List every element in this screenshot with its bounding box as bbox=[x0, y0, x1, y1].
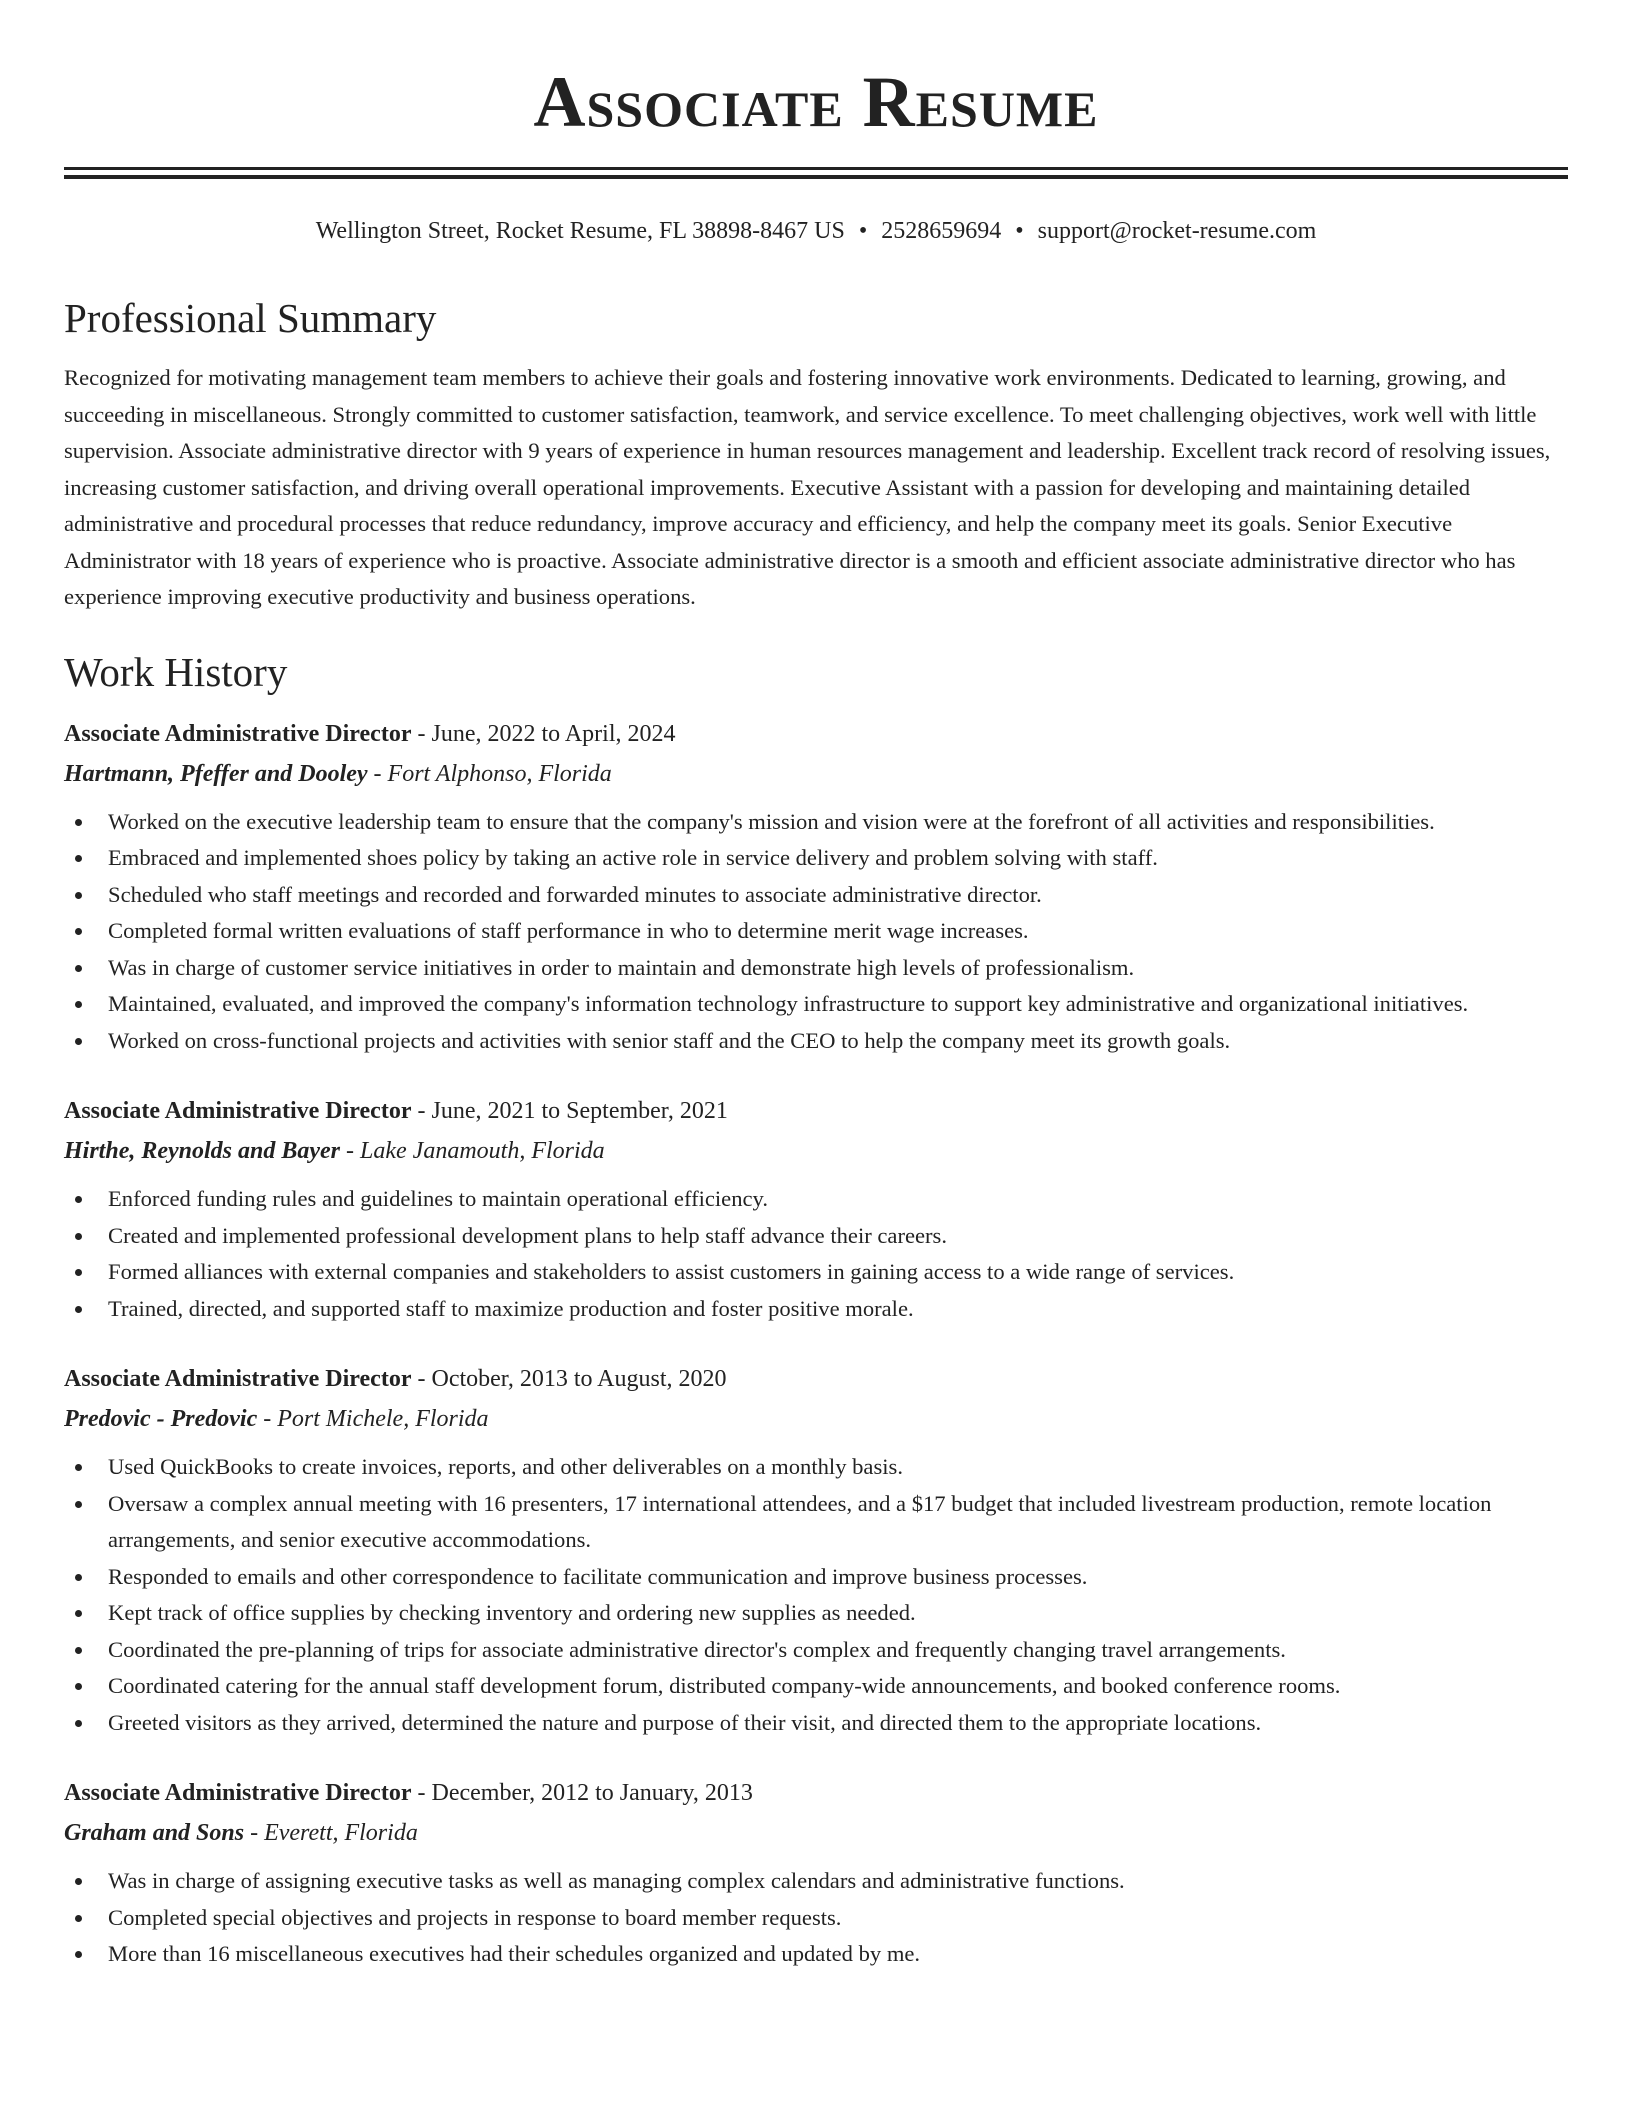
job-bullet: Coordinated the pre-planning of trips for associate administrative director's complex and frequently changing travel arrangements. bbox=[108, 1632, 1568, 1669]
job-header bbox=[64, 1091, 1568, 1131]
job-bullet: Was in charge of assigning executive tasks as well as managing complex calendars and administrative functions. bbox=[108, 1863, 1568, 1900]
job-bullet: Used QuickBooks to create invoices, reports, and other deliverables on a monthly basis. bbox=[108, 1449, 1568, 1486]
job-company: Hartmann, Pfeffer and Dooley bbox=[64, 760, 368, 787]
job-header bbox=[64, 1773, 1568, 1813]
work-history-heading: Work History bbox=[64, 648, 288, 695]
job-bullet: Embraced and implemented shoes policy by taking an active role in service delivery and problem solving with staff. bbox=[108, 840, 1568, 877]
contact-separator: • bbox=[1015, 218, 1024, 244]
job-dates: December, 2012 to January, 2013 bbox=[431, 1780, 753, 1806]
job-bullet: Was in charge of customer service initiatives in order to maintain and demonstrate high levels of professionalism. bbox=[108, 950, 1568, 987]
job-bullet: Formed alliances with external companies and stakeholders to assist customers in gaining access to a wide range of services. bbox=[108, 1254, 1568, 1291]
job-role: Associate Administrative Director bbox=[64, 1098, 412, 1124]
job-location: Fort Alphonso, Florida bbox=[387, 760, 612, 787]
job-bullet: Greeted visitors as they arrived, determined the nature and purpose of their visit, and directed them to the appropriate locations. bbox=[108, 1705, 1568, 1742]
job-company: Graham and Sons bbox=[64, 1820, 245, 1846]
job-entry bbox=[64, 714, 1568, 1060]
job-bullet-list bbox=[64, 1449, 1568, 1741]
job-dates: June, 2022 to April, 2024 bbox=[431, 720, 676, 747]
job-dash: - bbox=[411, 1366, 432, 1392]
job-entry bbox=[64, 1773, 1568, 1973]
job-bullet: Maintained, evaluated, and improved the company's information technology infrastructure to support key administrative and organizational initiatives. bbox=[108, 986, 1568, 1023]
job-bullet: Trained, directed, and supported staff to maximize production and foster positive morale. bbox=[108, 1291, 1568, 1328]
job-location: Lake Janamouth, Florida bbox=[360, 1138, 605, 1164]
job-dash: - bbox=[340, 1138, 361, 1164]
job-company-line bbox=[64, 754, 1568, 794]
job-header bbox=[64, 1359, 1568, 1399]
contact-email: support@rocket-resume.com bbox=[1037, 218, 1317, 244]
title-divider-thick bbox=[64, 167, 1568, 170]
job-location: Port Michele, Florida bbox=[277, 1406, 489, 1432]
job-company-line bbox=[64, 1399, 1568, 1439]
job-dash: - bbox=[244, 1820, 265, 1846]
job-bullet: Created and implemented professional development plans to help staff advance their careers. bbox=[108, 1218, 1568, 1255]
job-dash: - bbox=[411, 1780, 432, 1806]
summary-heading: Professional Summary bbox=[64, 295, 437, 341]
work-history-section bbox=[64, 644, 1568, 1973]
job-bullet-list bbox=[64, 1181, 1568, 1327]
job-dash: - bbox=[411, 720, 432, 747]
contact-line bbox=[64, 213, 1568, 249]
job-bullet: Kept track of office supplies by checking inventory and ordering new supplies as needed. bbox=[108, 1595, 1568, 1632]
job-bullet-list bbox=[64, 804, 1568, 1060]
job-dash: - bbox=[367, 760, 388, 787]
job-bullet-list bbox=[64, 1863, 1568, 1973]
job-bullet: Worked on the executive leadership team to ensure that the company's mission and vision were at the forefront of all activities and responsibilities. bbox=[108, 804, 1568, 841]
job-entry bbox=[64, 1359, 1568, 1741]
job-bullet: Scheduled who staff meetings and recorded and forwarded minutes to associate administrative director. bbox=[108, 877, 1568, 914]
job-bullet: Completed special objectives and projects in response to board member requests. bbox=[108, 1900, 1568, 1937]
job-dash: - bbox=[411, 1098, 432, 1124]
job-role: Associate Administrative Director bbox=[64, 720, 412, 747]
job-dates: October, 2013 to August, 2020 bbox=[431, 1366, 727, 1392]
job-list bbox=[64, 714, 1568, 1973]
job-entry bbox=[64, 1091, 1568, 1327]
summary-text: Recognized for motivating management team members to achieve their goals and fostering innovative work environments. Dedicated to learning, growing, and succeeding in miscellaneous. Strongly committed to customer satisfaction, teamwork, and service excellence. To meet challenging objectives, work well with little supervision. Associate administrative director with 9 years of experience in human resources management and leadership. Excellent track record of resolving issues, increasing customer satisfaction, and driving overall operational improvements. Executive Assistant with a passion for developing and maintaining detailed administrative and procedural processes that reduce redundancy, improve accuracy and efficiency, and help the company meet its goals. Senior Executive Administrator with 18 years of experience who is proactive. Associate administrative director is a smooth and efficient associate administrative director who has experience improving executive productivity and business operations. bbox=[64, 365, 1551, 609]
job-dash: - bbox=[257, 1406, 278, 1432]
job-bullet: Completed formal written evaluations of staff performance in who to determine merit wage increases. bbox=[108, 913, 1568, 950]
job-bullet: Coordinated catering for the annual staff development forum, distributed company-wide announcements, and booked conference rooms. bbox=[108, 1668, 1568, 1705]
job-dates: June, 2021 to September, 2021 bbox=[431, 1098, 728, 1124]
job-header bbox=[64, 714, 1568, 754]
job-role: Associate Administrative Director bbox=[64, 1366, 412, 1392]
contact-address: Wellington Street, Rocket Resume, FL 38898-8467 US bbox=[315, 218, 845, 244]
job-location: Everett, Florida bbox=[264, 1820, 418, 1846]
resume-content bbox=[64, 290, 1568, 2005]
job-role: Associate Administrative Director bbox=[64, 1780, 412, 1806]
job-company-line bbox=[64, 1813, 1568, 1853]
job-bullet: Enforced funding rules and guidelines to maintain operational efficiency. bbox=[108, 1181, 1568, 1218]
page-title: Associate Resume bbox=[533, 62, 1099, 142]
contact-separator: • bbox=[858, 218, 868, 244]
title-divider-thin bbox=[64, 175, 1568, 179]
job-company-line bbox=[64, 1131, 1568, 1171]
summary-section bbox=[64, 290, 1568, 616]
job-company: Predovic - Predovic bbox=[64, 1406, 258, 1432]
contact-phone: 2528659694 bbox=[881, 218, 1002, 244]
job-bullet: Oversaw a complex annual meeting with 16 presenters, 17 international attendees, and a $17 budget that included livestream production, remote location arrangements, and senior executive accommodations. bbox=[108, 1486, 1568, 1559]
job-bullet: Worked on cross-functional projects and activities with senior staff and the CEO to help the company meet its growth goals. bbox=[108, 1023, 1568, 1060]
job-company: Hirthe, Reynolds and Bayer bbox=[64, 1138, 341, 1164]
job-bullet: More than 16 miscellaneous executives had their schedules organized and updated by me. bbox=[108, 1936, 1568, 1973]
job-bullet: Responded to emails and other correspondence to facilitate communication and improve business processes. bbox=[108, 1559, 1568, 1596]
